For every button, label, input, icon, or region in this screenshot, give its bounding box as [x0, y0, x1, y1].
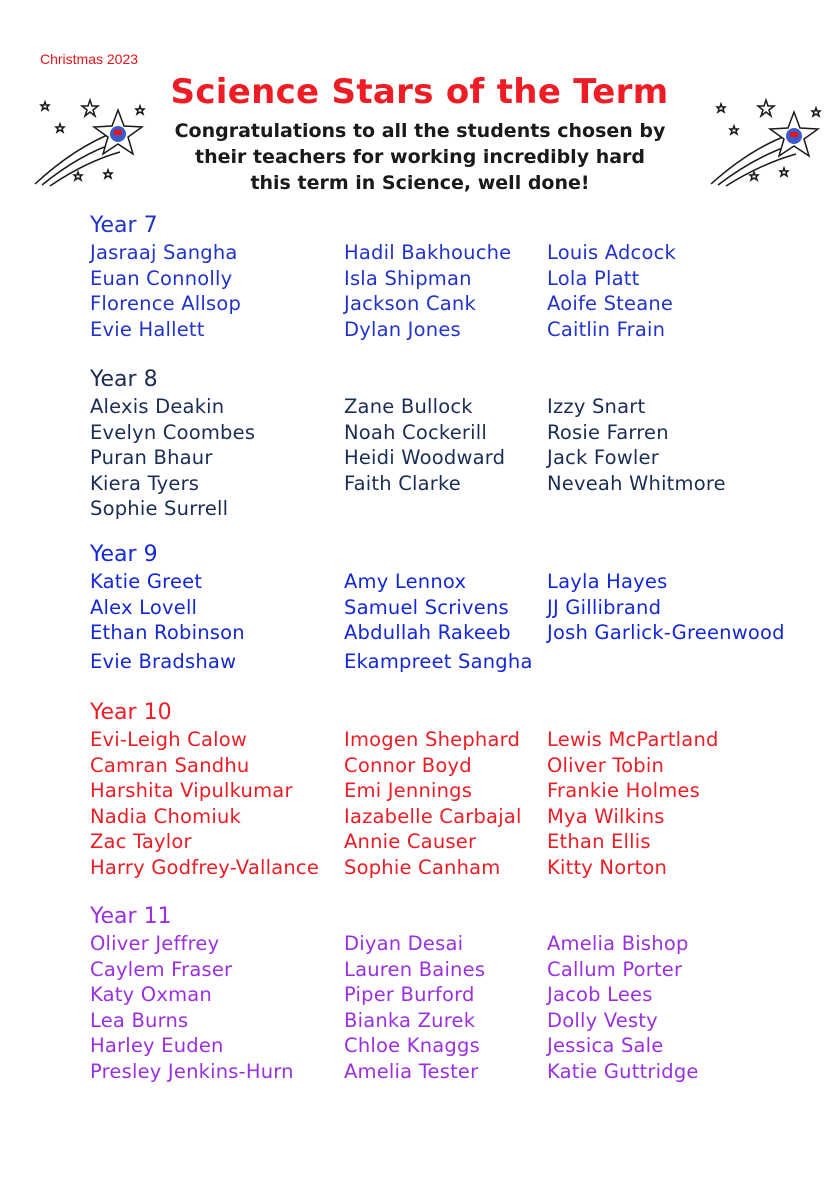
- student-name: Evie Bradshaw: [90, 649, 237, 673]
- student-name: Dolly Vesty: [547, 1008, 658, 1032]
- year-heading: Year 11: [90, 904, 172, 929]
- student-name: Neveah Whitmore: [547, 471, 726, 495]
- list-row: [90, 778, 830, 804]
- year-heading: Year 9: [90, 542, 158, 567]
- student-name: Dylan Jones: [344, 317, 461, 341]
- student-name: Caylem Fraser: [90, 957, 233, 981]
- student-name: Faith Clarke: [344, 471, 461, 495]
- student-list: [90, 569, 830, 674]
- student-name: Caitlin Frain: [547, 317, 666, 341]
- subtitle-line: their teachers for working incredibly hard: [194, 146, 646, 168]
- list-row: [90, 1008, 830, 1034]
- student-name: Florence Allsop: [90, 292, 242, 316]
- student-name: Iazabelle Carbajal: [344, 804, 522, 828]
- student-name: Harley Euden: [90, 1034, 224, 1058]
- list-row: [90, 855, 830, 881]
- student-name: Camran Sandhu: [90, 753, 250, 777]
- student-list: [90, 727, 830, 881]
- student-name: Jack Fowler: [547, 446, 659, 470]
- student-name: Samuel Scrivens: [344, 595, 509, 619]
- student-name: Evie Hallett: [90, 317, 205, 341]
- student-name: Nadia Chomiuk: [90, 804, 242, 828]
- student-name: Amy Lennox: [344, 570, 467, 593]
- list-row: [90, 496, 830, 522]
- list-row: [90, 649, 830, 675]
- student-list: [90, 240, 830, 342]
- list-row: [90, 471, 830, 497]
- student-name: Lauren Baines: [344, 957, 486, 981]
- student-name: Layla Hayes: [547, 570, 668, 593]
- student-name: Jessica Sale: [547, 1034, 664, 1058]
- list-row: [90, 804, 830, 830]
- shooting-star-icon: [706, 96, 831, 196]
- list-row: [90, 982, 830, 1008]
- student-name: Lola Platt: [547, 266, 640, 290]
- student-name: Ethan Ellis: [547, 830, 651, 854]
- student-name: Amelia Tester: [344, 1059, 479, 1083]
- shooting-star-icon: [30, 92, 155, 192]
- student-name: Frankie Holmes: [547, 779, 700, 803]
- student-name: Harry Godfrey-Vallance: [90, 855, 320, 879]
- student-name: Kiera Tyers: [90, 471, 200, 495]
- year-10-section: [90, 700, 830, 881]
- student-name: Evelyn Coombes: [90, 420, 256, 444]
- student-name: Sophie Surrell: [90, 497, 229, 521]
- student-name: Lewis McPartland: [547, 728, 719, 751]
- list-row: [90, 1033, 830, 1059]
- student-name: Izzy Snart: [547, 395, 646, 418]
- student-name: Josh Garlick-Greenwood: [547, 621, 785, 645]
- student-list: [90, 394, 830, 522]
- student-name: Euan Connolly: [90, 266, 233, 290]
- list-row: [90, 394, 830, 420]
- student-name: Katie Greet: [90, 570, 203, 593]
- student-name: Jasraaj Sangha: [90, 241, 238, 264]
- year-11-section: [90, 904, 830, 1085]
- student-name: Hadil Bakhouche: [344, 241, 512, 264]
- list-row: [90, 829, 830, 855]
- list-row: [90, 240, 830, 266]
- year-9-section: [90, 542, 830, 674]
- page-title: Science Stars of the Term: [170, 72, 669, 112]
- list-row: [90, 727, 830, 753]
- page-subtitle: [150, 118, 690, 196]
- student-name: Oliver Jeffrey: [90, 932, 220, 955]
- student-name: Ekampreet Sangha: [344, 649, 533, 673]
- student-name: Connor Boyd: [344, 753, 472, 777]
- list-row: [90, 620, 830, 646]
- student-name: Imogen Shephard: [344, 728, 521, 751]
- list-row: [90, 595, 830, 621]
- student-name: Bianka Zurek: [344, 1008, 476, 1032]
- student-name: Rosie Farren: [547, 420, 669, 444]
- student-name: Puran Bhaur: [90, 446, 213, 470]
- christmas-tag: Christmas 2023: [40, 51, 139, 67]
- list-row: [90, 420, 830, 446]
- student-name: Isla Shipman: [344, 266, 472, 290]
- student-name: Piper Burford: [344, 983, 475, 1007]
- list-row: [90, 569, 830, 595]
- student-name: Emi Jennings: [344, 779, 473, 803]
- student-name: Harshita Vipulkumar: [90, 779, 293, 803]
- student-name: Alex Lovell: [90, 595, 198, 619]
- student-name: Evi-Leigh Calow: [90, 728, 248, 751]
- student-name: Katie Guttridge: [547, 1059, 699, 1083]
- student-name: Presley Jenkins-Hurn: [90, 1059, 294, 1083]
- student-name: JJ Gillibrand: [547, 595, 662, 619]
- student-name: Jacob Lees: [547, 983, 653, 1007]
- subtitle-line: Congratulations to all the students chosen by: [174, 120, 666, 142]
- student-name: Kitty Norton: [547, 855, 668, 879]
- student-name: Abdullah Rakeeb: [344, 621, 511, 645]
- list-row: [90, 753, 830, 779]
- student-name: Annie Causer: [344, 830, 477, 854]
- list-row: [90, 931, 830, 957]
- student-name: Katy Oxman: [90, 983, 212, 1007]
- student-name: Diyan Desai: [344, 932, 464, 955]
- list-row: [90, 445, 830, 471]
- student-name: Alexis Deakin: [90, 395, 225, 418]
- student-list: [90, 931, 830, 1085]
- student-name: Heidi Woodward: [344, 446, 506, 470]
- year-heading: Year 7: [90, 213, 158, 238]
- list-row: [90, 291, 830, 317]
- student-name: Oliver Tobin: [547, 753, 665, 777]
- student-name: Aoife Steane: [547, 292, 674, 316]
- year-heading: Year 10: [90, 700, 172, 725]
- year-heading: Year 8: [90, 367, 158, 392]
- student-name: Noah Cockerill: [344, 420, 487, 444]
- student-name: Zac Taylor: [90, 830, 192, 854]
- student-name: Jackson Cank: [344, 292, 476, 316]
- student-name: Mya Wilkins: [547, 804, 665, 828]
- student-name: Lea Burns: [90, 1008, 189, 1032]
- subtitle-line: this term in Science, well done!: [250, 172, 590, 194]
- student-name: Zane Bullock: [344, 395, 473, 418]
- student-name: Callum Porter: [547, 957, 683, 981]
- student-name: Ethan Robinson: [90, 621, 245, 645]
- year-8-section: [90, 367, 830, 522]
- year-7-section: [90, 213, 830, 342]
- student-name: Chloe Knaggs: [344, 1034, 480, 1058]
- student-name: Amelia Bishop: [547, 932, 689, 955]
- list-row: [90, 957, 830, 983]
- list-row: [90, 1059, 830, 1085]
- list-row: [90, 266, 830, 292]
- list-row: [90, 317, 830, 343]
- student-name: Louis Adcock: [547, 241, 677, 264]
- student-name: Sophie Canham: [344, 855, 501, 879]
